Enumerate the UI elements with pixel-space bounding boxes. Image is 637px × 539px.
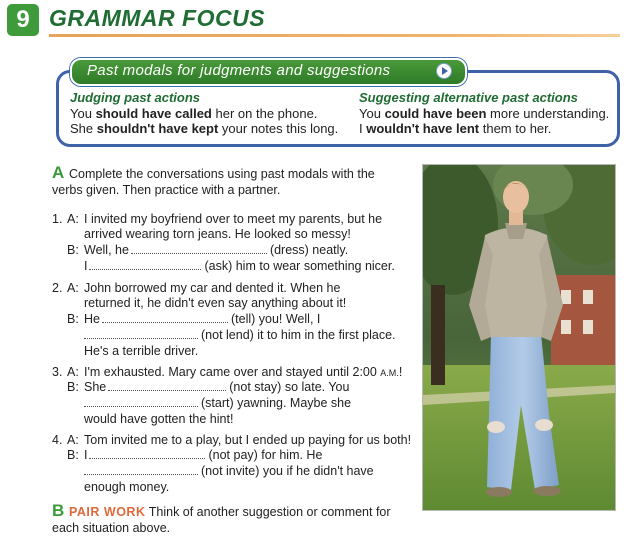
exercise-b-letter: B — [52, 501, 65, 520]
item-2-number: 2. — [52, 281, 63, 295]
item-1-number: 1. — [52, 212, 63, 226]
exercise-a-instruction-2: verbs given. Then practice with a partner. — [52, 183, 281, 197]
item-1-b-line-2: I (ask) him to wear something nicer. — [84, 259, 395, 273]
section-number-badge: 9 — [7, 4, 39, 36]
left-heading: Judging past actions — [70, 90, 201, 105]
item-1-a-line-2: arrived wearing torn jeans. He looked so messy! — [84, 227, 351, 241]
item-2-a-label: A: — [67, 281, 79, 295]
answer-blank[interactable] — [84, 337, 198, 339]
audio-play-icon[interactable] — [436, 63, 452, 79]
item-3-number: 3. — [52, 365, 63, 379]
item-1-a-label: A: — [67, 212, 79, 226]
right-heading: Suggesting alternative past actions — [359, 90, 578, 105]
answer-blank[interactable] — [108, 389, 226, 391]
item-1-a-line-1: I invited my boyfriend over to meet my parents, but he — [84, 212, 383, 226]
right-example-1: You could have been more understanding. — [359, 106, 610, 121]
item-2-b-line-1: He (tell) you! Well, I — [84, 312, 321, 326]
left-example-1: You should have called her on the phone. — [70, 106, 318, 121]
item-4-b-line-2: (not invite) you if he didn't have — [84, 463, 374, 479]
exercise-b-line-2: each situation above. — [52, 521, 171, 535]
section-title: GRAMMAR FOCUS — [49, 5, 266, 31]
item-2-b-line-2: (not lend) it to him in the first place. — [84, 327, 396, 343]
item-3-b-line-1: She (not stay) so late. You — [84, 380, 350, 394]
exercise-b-line-1: PAIR WORK Think of another suggestion or comment for — [69, 505, 391, 519]
title-underline — [49, 34, 620, 37]
item-3-b-line-3: would have gotten the hint! — [84, 412, 234, 426]
grammar-box-title: Past modals for judgments and suggestions — [87, 62, 391, 79]
item-1-b-line-1: Well, he (dress) neatly. — [84, 243, 349, 257]
answer-blank[interactable] — [84, 473, 198, 475]
item-2-b-line-3: He's a terrible driver. — [84, 344, 199, 358]
item-2-a-line-2: returned it, he didn't even say anything about it! — [84, 296, 347, 310]
item-4-a-line-1: Tom invited me to a play, but I ended up paying for us both! — [84, 433, 412, 447]
item-4-a-label: A: — [67, 433, 79, 447]
item-3-a-line-1: I'm exhausted. Mary came over and stayed until 2:00 A.M.! — [84, 365, 403, 379]
item-3-b-line-2: (start) yawning. Maybe she — [84, 395, 351, 411]
answer-blank[interactable] — [89, 268, 201, 270]
item-3-a-label: A: — [67, 365, 79, 379]
item-4-b-label: B: — [67, 448, 79, 462]
item-1-b-label: B: — [67, 243, 79, 257]
answer-blank[interactable] — [102, 321, 228, 323]
item-2-b-label: B: — [67, 312, 79, 326]
answer-blank[interactable] — [131, 252, 267, 254]
answer-blank[interactable] — [84, 405, 198, 407]
item-4-b-line-1: I (not pay) for him. He — [84, 448, 323, 462]
exercise-a-letter: A — [52, 163, 65, 182]
right-example-2: I wouldn't have lent them to her. — [359, 121, 552, 136]
item-4-b-line-3: enough money. — [84, 480, 170, 494]
answer-blank[interactable] — [89, 457, 205, 459]
photo-young-man — [422, 164, 616, 511]
left-example-2: She shouldn't have kept your notes this long. — [70, 121, 339, 136]
item-3-b-label: B: — [67, 380, 79, 394]
item-2-a-line-1: John borrowed my car and dented it. When he — [84, 281, 341, 295]
item-4-number: 4. — [52, 433, 63, 447]
exercise-a-instruction-1: Complete the conversations using past modals with the — [69, 167, 375, 181]
photo-illustration — [423, 165, 615, 510]
